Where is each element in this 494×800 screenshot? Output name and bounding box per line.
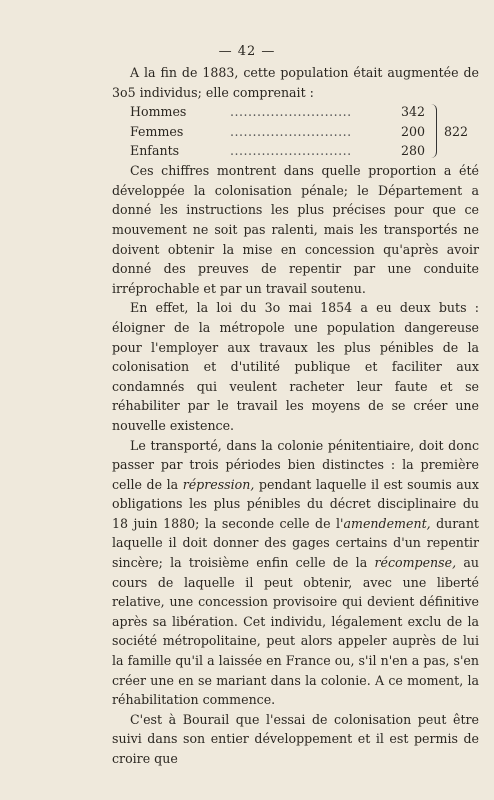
dot-leader: ...........................: [230, 143, 352, 159]
dot-leader: ...........................: [230, 104, 352, 120]
page-number: — 42 —: [218, 44, 276, 59]
text-run: au cours de laquelle il peut obtenir, avec une liberté relative, une concession provisoire qui devient définitive après sa libération. Cet individu, légalement exclu de la société métropolitaine, peut alors appeler auprès de lui la famille qu'il a laissée en France ou, s'il n'en a pas, s'en créer une en se mariant dans la colonie. A ce moment, la réhabilitation commence.: [112, 555, 479, 708]
italic-term-amendement: amendement,: [343, 515, 431, 531]
stat-value: 200: [400, 123, 425, 139]
stat-row-enfants: [130, 141, 470, 161]
dot-leader: ...........................: [230, 123, 352, 139]
text-run: durant laquelle il doit donner des gages certains d'un repentir sincère; la troisième enfin celle de la: [112, 515, 479, 571]
stat-label: Hommes: [130, 104, 187, 120]
brace: [430, 104, 437, 158]
intro-paragraph: A la fin de 1883, cette population était augmentée de 3o5 individus; elle comprenait :: [112, 65, 479, 100]
paragraph-1: Ces chiffres montrent dans quelle proportion a été développée la colonisation pénale; le Département a donné les instructions les plus précises pour que ce mouvement ne soit pas ralenti, mais les transportés ne doivent obtenir la mise en concession qu'après avoir donné des preuves de repentir par une conduite irréprochable et par un travail soutenu.: [112, 163, 479, 296]
stat-value: 342: [400, 104, 425, 120]
paragraph-4: C'est à Bourail que l'essai de colonisation peut être suivi dans son entier développement et il est permis de croire que: [112, 711, 479, 766]
paragraph-3: [112, 436, 479, 710]
stat-total: 822: [444, 123, 469, 139]
stat-label: Enfants: [130, 143, 180, 159]
paragraph-2: En effet, la loi du 3o mai 1854 a eu deux buts : éloigner de la métropole une population dangereuse pour l'employer aux travaux les plus pénibles de la colonisation et d'utilité publique et faciliter aux condamnés qui veulent racheter leur faute et se réhabiliter par le travail les moyens de se créer une nouvelle existence.: [112, 300, 479, 433]
stat-row-femmes: [130, 122, 470, 142]
italic-term-recompense: récompense,: [374, 555, 457, 571]
italic-term-repression: répression,: [182, 476, 255, 492]
text-run: pendant laquelle il est soumis aux obligations les plus pénibles du décret disciplinaire du 18 juin 1880; la seconde celle de l': [112, 476, 480, 531]
stat-label: Femmes: [130, 123, 184, 139]
population-table: [130, 102, 470, 161]
text-run: Le transporté, dans la colonie pénitentiaire, doit donc passer par trois périodes bien distinctes : la première celle de la: [112, 437, 479, 492]
stat-value: 280: [400, 143, 425, 159]
stat-row-hommes: [130, 102, 470, 122]
body-text: [112, 63, 479, 769]
